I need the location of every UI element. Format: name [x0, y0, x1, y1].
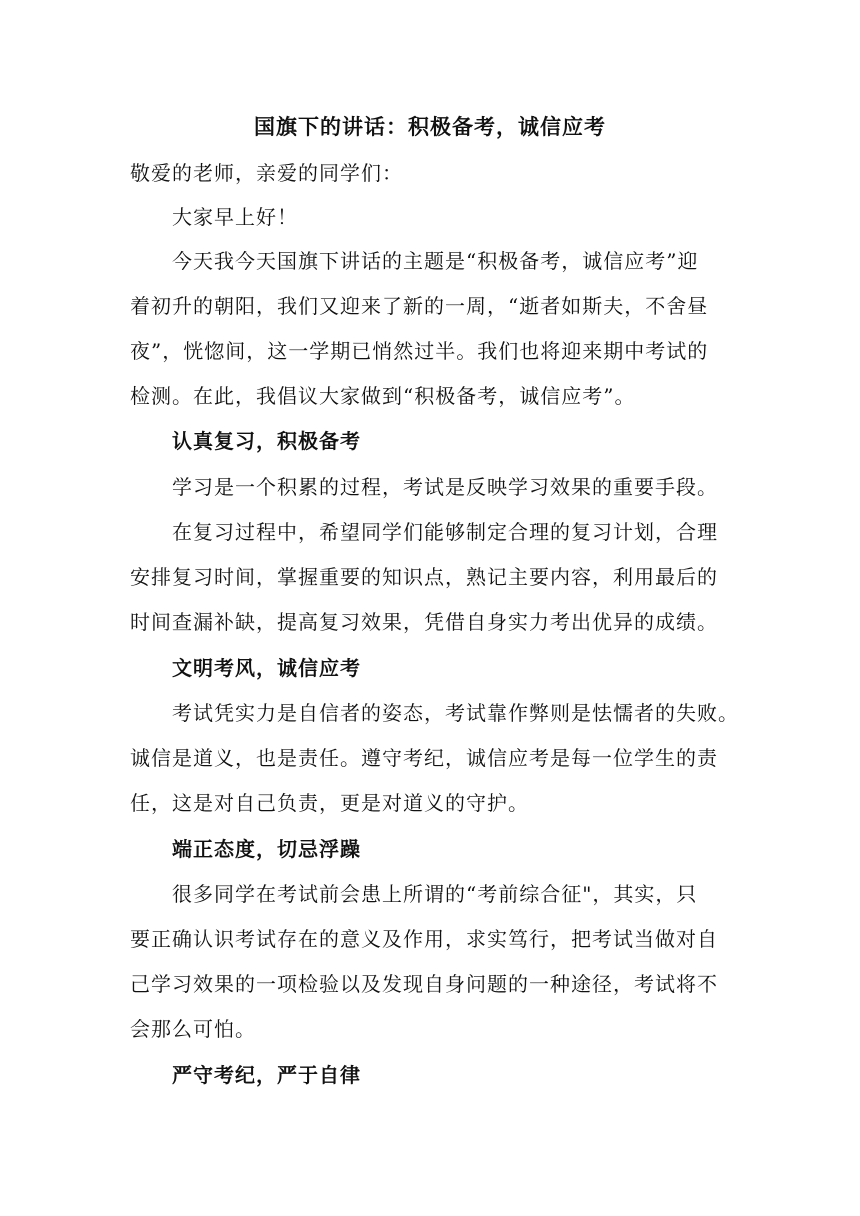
- paragraph-line: 时间查漏补缺，提高复习效果，凭借自身实力考出优异的成绩。: [130, 610, 718, 634]
- paragraph-line: 安排复习时间，掌握重要的知识点，熟记主要内容，利用最后的: [130, 565, 718, 589]
- section-heading: 文明考风，诚信应考: [172, 656, 361, 680]
- paragraph-line: 着初升的朝阳，我们又迎来了新的一周，“逝者如斯夫，不舍昼: [130, 294, 709, 318]
- salutation: 敬爱的老师，亲爱的同学们：: [130, 161, 403, 185]
- paragraph-line: 在复习过程中，希望同学们能够制定合理的复习计划，合理: [172, 520, 718, 544]
- greeting: 大家早上好！: [172, 205, 298, 229]
- paragraph-line: 学习是一个积累的过程，考试是反映学习效果的重要手段。: [172, 475, 718, 499]
- section-heading: 认真复习，积极备考: [172, 429, 361, 453]
- paragraph-line: 考试凭实力是自信者的姿态，考试靠作弊则是怯懦者的失败。: [172, 701, 739, 725]
- paragraph-line: 己学习效果的一项检验以及发现自身问题的一种途径，考试将不: [130, 972, 718, 996]
- paragraph-line: 检测。在此，我倡议大家做到“积极备考，诚信应考”。: [130, 384, 636, 408]
- paragraph-line: 很多同学在考试前会患上所谓的“考前综合征"，其实，只: [172, 882, 698, 906]
- section-heading: 严守考纪，严于自律: [172, 1063, 361, 1087]
- paragraph-line: 任，这是对自己负责，更是对道义的守护。: [130, 791, 529, 815]
- paragraph-line: 诚信是道义，也是责任。遵守考纪，诚信应考是每一位学生的责: [130, 746, 718, 770]
- paragraph-line: 夜”，恍惚间，这一学期已悄然过半。我们也将迎来期中考试的: [130, 339, 709, 363]
- paragraph-line: 今天我今天国旗下讲话的主题是“积极备考，诚信应考”迎: [172, 249, 699, 273]
- document-title: 国旗下的讲话：积极备考，诚信应考: [254, 114, 606, 139]
- paragraph-line: 要正确认识考试存在的意义及作用，求实笃行，把考试当做对自: [130, 927, 718, 951]
- section-heading: 端正态度，切忌浮躁: [172, 837, 361, 861]
- paragraph-line: 会那么可怕。: [130, 1017, 256, 1041]
